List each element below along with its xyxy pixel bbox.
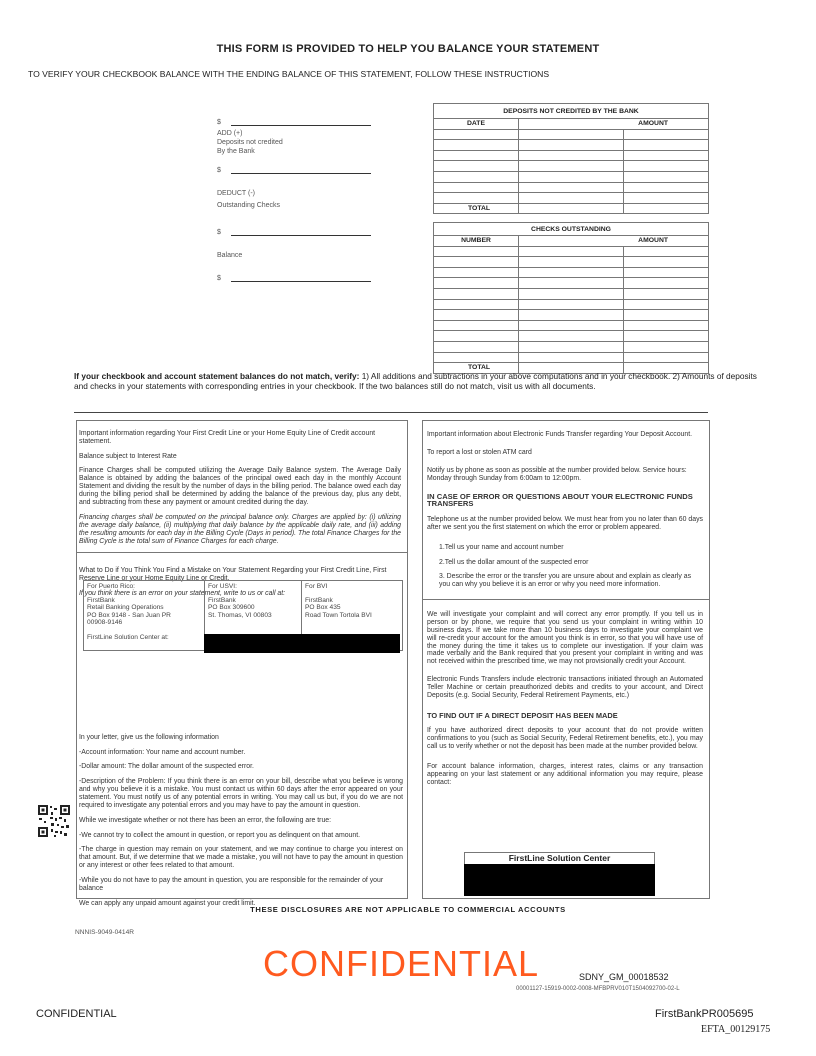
blank-line bbox=[231, 227, 371, 236]
list-item: 2.Tell us the dollar amount of the suspected error bbox=[439, 558, 589, 566]
qr-code-icon bbox=[37, 804, 71, 838]
table-cell[interactable] bbox=[434, 150, 519, 161]
table-cell[interactable] bbox=[434, 171, 519, 182]
table-cell[interactable] bbox=[434, 320, 519, 331]
table-cell[interactable] bbox=[519, 257, 624, 268]
direct-deposit-text: If you have authorized direct deposits to your account that do not provide written confirmations to you (such as Social Security, Federal Retirement benefits, etc.), you may call us to verify whether or not the deposit has been made at the number provided below. bbox=[427, 727, 703, 751]
letter-item: -The charge in question may remain on your statement, and we may continue to charge you interest on that amount. But, if we determine that we made a mistake, you will not have to pay the amount in question or any interest or other fees related to that amount. bbox=[79, 846, 403, 870]
list-item: 3. Describe the error or the transfer you are unsure about and explain as clearly as you can why you believe it is an error or why you need more information. bbox=[439, 573, 692, 589]
table-cell[interactable] bbox=[624, 331, 709, 342]
worksheet-line-3: $ bbox=[217, 227, 371, 236]
divider bbox=[74, 412, 708, 413]
table-cell[interactable] bbox=[434, 288, 519, 299]
letter-item: -While you do not have to pay the amount in question, you are responsible for the remainder of your balance bbox=[79, 877, 384, 892]
table-cell[interactable] bbox=[434, 310, 519, 321]
confidential-label: CONFIDENTIAL bbox=[36, 1008, 117, 1020]
balance-subject: Balance subject to Interest Rate bbox=[79, 452, 177, 460]
report-lost-card: To report a lost or stolen ATM card bbox=[427, 448, 532, 456]
document-id: 00001127-15919-0002-0008-MFBPRV010T1504092700-02-L bbox=[516, 986, 680, 992]
table-cell[interactable] bbox=[624, 288, 709, 299]
checks-table-title: CHECKS OUTSTANDING bbox=[434, 223, 709, 236]
table-cell[interactable] bbox=[519, 320, 624, 331]
worksheet-line-4: $ bbox=[217, 273, 371, 282]
confidential-stamp: CONFIDENTIAL bbox=[263, 943, 540, 984]
case-text: Telephone us at the number provided below. We must hear from you no later than 60 days after we sent you the first statement on which the error or problem appeared. bbox=[427, 515, 703, 531]
blank-line bbox=[231, 165, 371, 174]
table-cell[interactable] bbox=[434, 257, 519, 268]
table-cell[interactable] bbox=[624, 278, 709, 289]
table-cell[interactable] bbox=[624, 267, 709, 278]
table-cell[interactable] bbox=[624, 299, 709, 310]
deposits-total-label: TOTAL bbox=[434, 203, 519, 214]
table-cell[interactable] bbox=[434, 193, 519, 204]
steps-list bbox=[427, 544, 703, 589]
table-cell[interactable] bbox=[519, 150, 624, 161]
balance-label: Balance bbox=[217, 252, 243, 259]
table-cell[interactable] bbox=[519, 140, 624, 151]
letter-item: -We cannot try to collect the amount in question, or report you as delinquent on that amount. bbox=[79, 831, 361, 839]
address-bvi: For BVI FirstBank PO Box 435 Road Town Tortola BVI bbox=[305, 583, 372, 619]
mistake-title: What to Do if You Think You Find a Mistake on Your Statement Regarding your First Credit Line, First Reserve Line or your Home Equity Line or Credit. bbox=[79, 566, 387, 582]
table-cell[interactable] bbox=[519, 246, 624, 257]
table-cell[interactable] bbox=[519, 267, 624, 278]
mistake-instructions: If you think there is an error on your statement, write to us or call at: bbox=[79, 589, 286, 597]
efta-number: EFTA_00129175 bbox=[701, 1024, 771, 1035]
letter-item: While we investigate whether or not there has been an error, the following are true: bbox=[79, 816, 332, 824]
balance-info: For account balance information, charges, interest rates, claims or any transaction appearing on your last statement or any additional information you may require, please contact: bbox=[427, 762, 703, 786]
blank-line bbox=[231, 117, 371, 126]
address-puerto-rico: For Puerto Rico: FirstBank Retail Banking Operations PO Box 9148 - San Juan PR 00908-9146 FirstLine Solution Center at: bbox=[84, 581, 205, 650]
deposits-label: Deposits not credited bbox=[217, 139, 283, 146]
table-cell[interactable] bbox=[624, 257, 709, 268]
notify-text: Notify us by phone as soon as possible at the number provided below. Service hours: Monday through Sunday from 6:00am to 12:00pm. bbox=[427, 466, 687, 482]
redaction-bar bbox=[464, 864, 655, 896]
divider bbox=[76, 552, 408, 553]
table-cell[interactable] bbox=[624, 310, 709, 321]
table-cell[interactable] bbox=[434, 278, 519, 289]
letter-item: We can apply any unpaid amount against your credit limit. bbox=[79, 899, 256, 907]
table-cell[interactable] bbox=[624, 171, 709, 182]
credit-intro: Important information regarding Your First Credit Line or your Home Equity Line of Credit account statement. bbox=[79, 429, 376, 445]
finance-charges: Finance Charges shall be computed utilizing the Average Daily Balance system. The Average Daily Balance is obtained by adding the balances of the principal owed each day in the monthly Account Statement and dividing the result by the number of days in the billing period. The balance owed each day during the billing period shall be determined by adding the balance of the previous day, plus any debt, and subtracting from these any payment or amount credited during the day. bbox=[79, 467, 401, 507]
table-cell[interactable] bbox=[624, 341, 709, 352]
credit-line-text bbox=[79, 423, 401, 552]
letter-info bbox=[79, 727, 403, 915]
letter-item: -Description of the Problem: If you think there is an error on your bill, describe what you believe is wrong and why you believe it is a mistake. You must contact us within 60 days after the error appeared on your statement. You must notify us of any potential errors in writing. You may call us but, if you do we are not required to investigate any potential errors and you may have to pay the amount in question. bbox=[79, 778, 403, 809]
case-title: IN CASE OF ERROR OR QUESTIONS ABOUT YOUR ELECTRONIC FUNDS TRANSFERS bbox=[427, 491, 693, 509]
table-cell[interactable] bbox=[519, 171, 624, 182]
eft-intro: Important information about Electronic Funds Transfer regarding Your Deposit Account. bbox=[427, 430, 693, 438]
table-cell[interactable] bbox=[624, 320, 709, 331]
blank-line bbox=[231, 273, 371, 282]
deposits-table-title: DEPOSITS NOT CREDITED BY THE BANK bbox=[434, 104, 709, 119]
table-cell[interactable] bbox=[624, 246, 709, 257]
table-cell[interactable] bbox=[519, 278, 624, 289]
table-cell[interactable] bbox=[519, 288, 624, 299]
table-cell[interactable] bbox=[519, 299, 624, 310]
table-cell[interactable] bbox=[519, 352, 624, 363]
table-cell[interactable] bbox=[624, 161, 709, 172]
checks-total-label: TOTAL bbox=[434, 363, 519, 374]
solution-center-label: FirstLine Solution Center bbox=[464, 852, 655, 865]
table-cell[interactable] bbox=[434, 140, 519, 151]
table-cell[interactable] bbox=[434, 331, 519, 342]
table-cell[interactable] bbox=[624, 203, 709, 214]
direct-deposit-title: TO FIND OUT IF A DIRECT DEPOSIT HAS BEEN MADE bbox=[427, 710, 618, 720]
table-cell[interactable] bbox=[624, 129, 709, 140]
table-cell[interactable] bbox=[519, 341, 624, 352]
number-header: NUMBER bbox=[434, 236, 519, 247]
table-cell[interactable] bbox=[624, 193, 709, 204]
investigate-text: We will investigate your complaint and will correct any error promptly. If you tell us in person or by phone, we require that you send us your complaint in writing within 10 business days. If we take more than 10 business days to investigate your complaint we will re-credit your account for the amount you think is in error, so that you will have use of the money during the time it takes us to complete our investigation. If your claim was made verbally and the Bank required that you present your complaint in writing and was not received within the prescribed time, we may not provisionally credit your Account. bbox=[427, 610, 703, 666]
table-cell[interactable] bbox=[624, 352, 709, 363]
letter-item: In your letter, give us the following information bbox=[79, 733, 219, 741]
financing-charges: Financing charges shall be computed on the principal balance only. Charges are applied by: (i) utilizing the average daily balance, (ii) multiplying that daily balance by the applicable daily rate, and (iii) adding the resulting amounts for each day in the Billing Cycle (Days in period). The total Finance Charges for the Billing Cycle is the total sum of Finance Charges for each charge. bbox=[79, 513, 401, 545]
eft-text bbox=[427, 424, 703, 596]
table-cell[interactable] bbox=[519, 203, 624, 214]
form-number: NNNIS-9049-0414R bbox=[75, 929, 135, 936]
verify-paragraph: If your checkbook and account statement balances do not match, verify: 1) All additions and subtractions in your above computations and in your checkbook. 2) Amounts of deposits and checks in your statements with corresponding entries in your checkbook. If the two balances still do not match, visit us with all documents. bbox=[74, 371, 757, 391]
worksheet-line-1: $ bbox=[217, 117, 371, 126]
eft-definition: Electronic Funds Transfers include electronic transactions initiated through an Automated Teller Machine or certain preauthorized debits and credits to your account, and Direct Deposits (e.g. Social Security, Federal Retirement Payments, etc.) bbox=[427, 676, 703, 700]
outstanding-label: Outstanding Checks bbox=[217, 202, 281, 209]
bates-number: FirstBankPR005695 bbox=[655, 1008, 754, 1020]
letter-item: -Account information: Your name and account number. bbox=[79, 748, 246, 756]
checks-table bbox=[433, 222, 709, 374]
date-header: DATE bbox=[434, 119, 519, 130]
eft-text-2 bbox=[427, 604, 703, 794]
table-cell[interactable] bbox=[434, 161, 519, 172]
address-usvi: For USVI: FirstBank PO Box 309600 St. Thomas, VI 00803 bbox=[205, 581, 302, 650]
table-cell[interactable] bbox=[519, 331, 624, 342]
table-cell[interactable] bbox=[434, 182, 519, 193]
page-title: THIS FORM IS PROVIDED TO HELP YOU BALANCE YOUR STATEMENT bbox=[216, 43, 600, 55]
table-cell[interactable] bbox=[434, 267, 519, 278]
table-cell[interactable] bbox=[519, 129, 624, 140]
commercial-disclaimer: THESE DISCLOSURES ARE NOT APPLICABLE TO COMMERCIAL ACCOUNTS bbox=[250, 905, 566, 914]
table-cell[interactable] bbox=[519, 182, 624, 193]
table-cell[interactable] bbox=[434, 341, 519, 352]
table-cell[interactable] bbox=[519, 161, 624, 172]
table-cell[interactable] bbox=[434, 246, 519, 257]
amount-header: AMOUNT bbox=[519, 119, 709, 130]
redaction-bar bbox=[204, 634, 400, 653]
deposits-table bbox=[433, 103, 709, 214]
divider bbox=[422, 599, 710, 600]
table-cell[interactable] bbox=[434, 352, 519, 363]
table-cell[interactable] bbox=[519, 310, 624, 321]
table-cell[interactable] bbox=[519, 193, 624, 204]
add-label: ADD (+) bbox=[217, 130, 243, 137]
table-cell[interactable] bbox=[434, 299, 519, 310]
table-cell[interactable] bbox=[434, 129, 519, 140]
table-cell[interactable] bbox=[624, 182, 709, 193]
deduct-label: DEDUCT (-) bbox=[217, 190, 255, 197]
worksheet-line-2: $ bbox=[217, 165, 371, 174]
letter-item: -Dollar amount: The dollar amount of the suspected error. bbox=[79, 763, 254, 771]
table-cell[interactable] bbox=[624, 140, 709, 151]
sdny-number: SDNY_GM_00018532 bbox=[579, 972, 669, 982]
list-item: 1.Tell us your name and account number bbox=[439, 543, 564, 551]
amount-header: AMOUNT bbox=[519, 236, 709, 247]
table-cell[interactable] bbox=[624, 150, 709, 161]
by-bank-label: By the Bank bbox=[217, 148, 255, 155]
instructions-subtitle: TO VERIFY YOUR CHECKBOOK BALANCE WITH THE ENDING BALANCE OF THIS STATEMENT, FOLLOW THESE INSTRUCTIONS bbox=[28, 69, 550, 79]
